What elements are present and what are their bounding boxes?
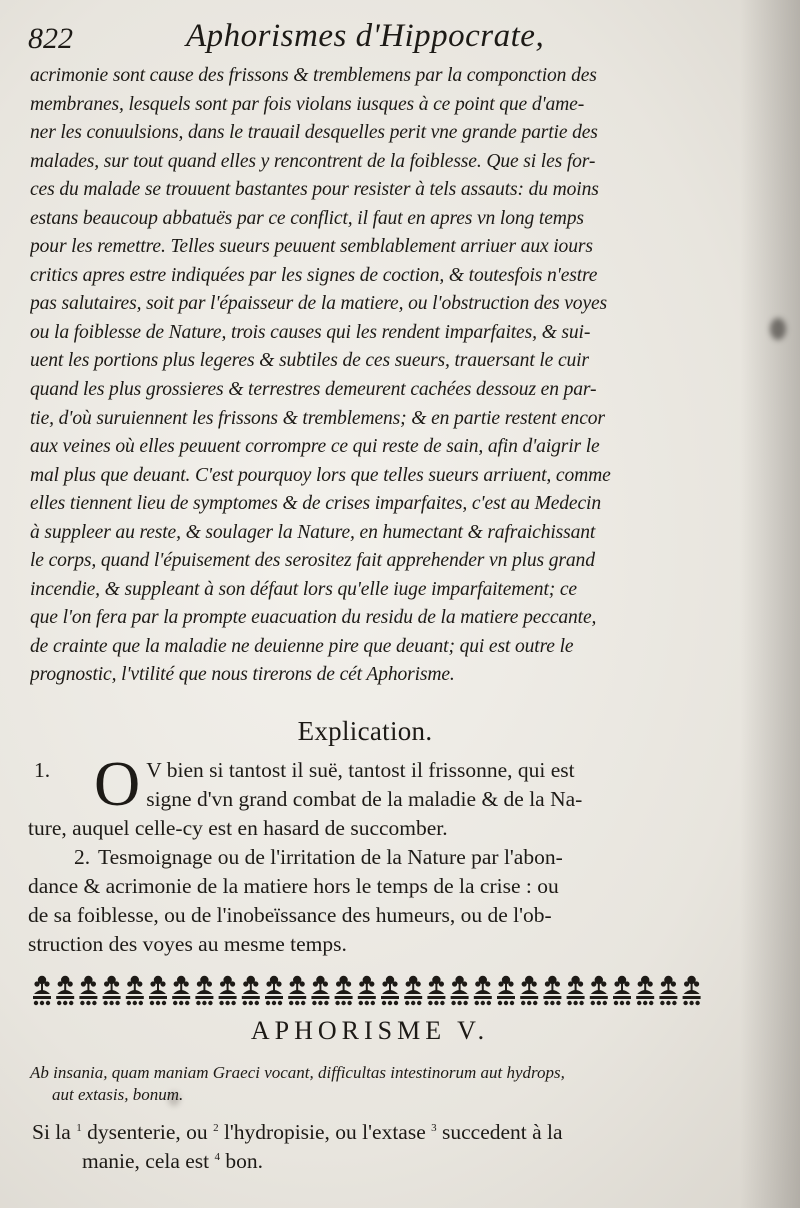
text-line: de crainte que la maladie ne deuienne pire que deuant; qui est outre le xyxy=(30,635,574,657)
text-run: bon. xyxy=(225,1149,264,1173)
latin-line: aut extasis, bonum. xyxy=(52,1085,184,1104)
text-line: ner les conuulsions, dans le trauail desquelles perit vne grande partie des xyxy=(30,122,598,144)
text-line: V bien si tantost il suë, tantost il frissonne, qui est xyxy=(146,758,575,782)
text-line: ces du malade se trouuent bastantes pour resister à tels assauts: du moins xyxy=(30,179,599,201)
item-number: 1. xyxy=(34,758,51,782)
decorative-border xyxy=(32,972,704,1008)
text-line: struction des voyes au mesme temps. xyxy=(28,932,347,956)
note-marker: 2 xyxy=(213,1121,219,1134)
text-line: critics apres estre indiquées par les signes de coction, & toutesfois n'estre xyxy=(30,264,598,286)
text-run: manie, cela est xyxy=(82,1149,210,1173)
text-line: aux veines où elles peuuent corrompre ce qui reste de sain, afin d'aigrir le xyxy=(30,436,600,458)
ink-blot xyxy=(770,318,786,340)
page-header xyxy=(28,14,768,60)
text-line: incendie, & suppleant à son défaut lors qu'elle iuge imparfaitement; ce xyxy=(30,578,577,600)
explication-item-2 xyxy=(28,843,708,959)
text-run: l'hydropisie, ou l'extase xyxy=(223,1120,426,1144)
note-marker: 4 xyxy=(214,1150,221,1163)
explication-section xyxy=(28,748,708,959)
text-line: le corps, quand l'épuisement des serositez fait apprehender vn plus grand xyxy=(30,550,595,572)
text-line: elles tiennent lieu de symptomes & de crises imparfaites, c'est au Medecin xyxy=(30,493,601,515)
text-line: pour les remettre. Telles sueurs peuuent semblablement arriuer aux iours xyxy=(30,236,593,258)
note-marker: 1 xyxy=(76,1121,82,1134)
explication-item-1 xyxy=(28,748,708,843)
text-line: dance & acrimonie de la matiere hors le temps de la crise : ou xyxy=(28,874,559,898)
text-line: quand les plus grossieres & terrestres demeurent cachées dessouz en par- xyxy=(30,379,597,401)
text-line: acrimonie sont cause des frissons & tremblemens par la componction des xyxy=(30,65,597,86)
text-line: estans beaucoup abbatuës par ce conflict, il faut en apres vn long temps xyxy=(30,207,584,229)
page-number: 822 xyxy=(28,22,73,55)
latin-line: Ab insania, quam maniam Graeci vocant, difficultas intestinorum aut hydrops, xyxy=(30,1063,565,1082)
latin-aphorism xyxy=(30,1062,720,1106)
aphorism-heading: APHORISME V. xyxy=(250,1016,490,1045)
text-line: uent les portions plus legeres & subtiles de ces sueurs, trauersant le cuir xyxy=(30,350,589,372)
explication-heading: Explication. xyxy=(297,716,433,746)
text-run: Si la xyxy=(32,1120,71,1144)
text-line: pas salutaires, soit par l'épaisseur de la matiere, ou l'obstruction des voyes xyxy=(30,293,608,315)
text-line: signe d'vn grand combat de la maladie & de la Na- xyxy=(146,787,583,811)
text-line: ou la foiblesse de Nature, trois causes qui les rendent imparfaites, & sui- xyxy=(30,321,591,343)
running-title: Aphorismes d'Hippocrate, xyxy=(186,18,545,54)
item-number: 2. xyxy=(74,845,91,869)
note-marker: 3 xyxy=(431,1121,437,1134)
french-line xyxy=(32,1118,712,1147)
text-line: tie, d'où suruiennent les frissons & tremblemens; & en partie restent encor xyxy=(30,407,605,429)
text-line: Tesmoignage ou de l'irritation de la Nature par l'abon- xyxy=(98,845,563,869)
commentary-text xyxy=(30,62,772,690)
text-line: mal plus que deuant. C'est pourquoy lors que telles sueurs arriuent, comme xyxy=(30,464,611,486)
drop-cap: O xyxy=(94,748,141,819)
text-line: membranes, lesquels sont par fois violans iusques à ce point que d'ame- xyxy=(30,93,585,115)
fleuron-border-icon xyxy=(32,972,704,1008)
text-line: prognostic, l'vtilité que nous tirerons de cét Aphorisme. xyxy=(30,664,455,686)
text-line: malades, sur tout quand elles y rencontrent de la foiblesse. Que si les for- xyxy=(30,150,596,172)
text-line: ture, auquel celle-cy est en hasard de succomber. xyxy=(28,816,448,840)
text-line: de sa foiblesse, ou de l'inobeïssance des humeurs, ou de l'ob- xyxy=(28,903,552,927)
french-line xyxy=(32,1147,712,1176)
text-line: à suppleer au reste, & soulager la Nature, en humectant & rafraichissant xyxy=(30,521,596,543)
text-run: succedent à la xyxy=(442,1120,563,1144)
french-aphorism xyxy=(32,1118,712,1176)
text-line: que l'on fera par la prompte euacuation du residu de la matiere peccante, xyxy=(30,607,597,629)
text-run: dysenterie, ou xyxy=(87,1120,208,1144)
